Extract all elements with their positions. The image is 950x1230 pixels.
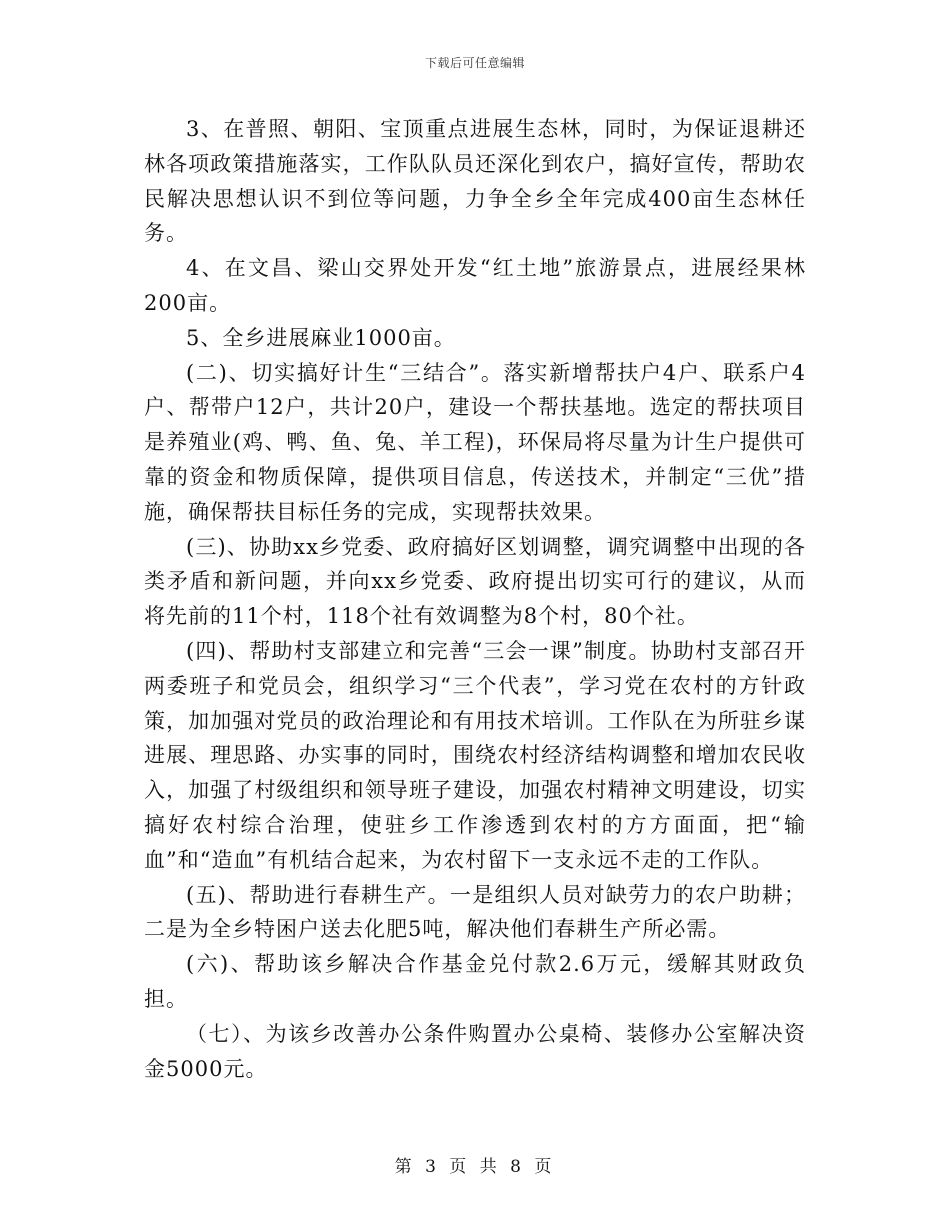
paragraph-item-3: 3、在普照、朝阳、宝顶重点进展生态林，同时，为保证退耕还林各项政策措施落实，工作队队员还深化到农户，搞好宣传，帮助农民解决思想认识不到位等问题，力争全乡全年完成400亩生态林任务。 xyxy=(144,117,806,246)
paragraph-section-6: (六)、帮助该乡解决合作基金兑付款2.6万元，缓解其财政负担。 xyxy=(144,952,806,1011)
document-body xyxy=(144,112,806,1086)
page-header: 下载后可任意编辑 xyxy=(424,56,525,70)
paragraph-section-5: (五)、帮助进行春耕生产。一是组织人员对缺劳力的农户助耕；二是为全乡特困户送去化肥5吨，解决他们春耕生产所必需。 xyxy=(144,882,806,942)
page-number-footer: 第 3 页 共 8 页 xyxy=(394,1157,556,1177)
paragraph-section-4: (四)、帮助村支部建立和完善“三会一课”制度。协助村支部召开两委班子和党员会，组织学习“三个代表”，学习党在农村的方针政策，加加强对党员的政治理论和有用技术培训。工作队在为所驻乡谋进展、理思路、办实事的同时，围绕农村经济结构调整和增加农民收入，加强了村级组织和领导班子建设，加强农村精神文明建设，切实搞好农村综合治理，使驻乡工作渗透到农村的方方面面，把“输血”和“造血”有机结合起来，为农村留下一支永远不走的工作队。 xyxy=(144,638,806,872)
paragraph-section-3: (三)、协助xx乡党委、政府搞好区划调整，调究调整中出现的各类矛盾和新问题，并向xx乡党委、政府提出切实可行的建议，从而将先前的11个村，118个社有效调整为8个村，80个社。 xyxy=(144,534,806,629)
paragraph-section-2: (二)、切实搞好计生“三结合”。落实新增帮扶户4户、联系户4户、帮带户12户，共计20户，建设一个帮扶基地。选定的帮扶项目是养殖业(鸡、鸭、鱼、兔、羊工程)，环保局将尽量为计生户提供可靠的资金和物质保障，提供项目信息，传送技术，并制定“三优”措施，确保帮扶目标任务的完成，实现帮扶效果。 xyxy=(144,360,806,524)
paragraph-section-7: （七）、为该乡改善办公条件购置办公桌椅、装修办公室解决资金5000元。 xyxy=(144,1021,806,1081)
paragraph-item-5: 5、全乡进展麻业1000亩。 xyxy=(186,325,456,350)
paragraph-item-4: 4、在文昌、梁山交界处开发“红土地”旅游景点，进展经果林200亩。 xyxy=(144,256,806,315)
